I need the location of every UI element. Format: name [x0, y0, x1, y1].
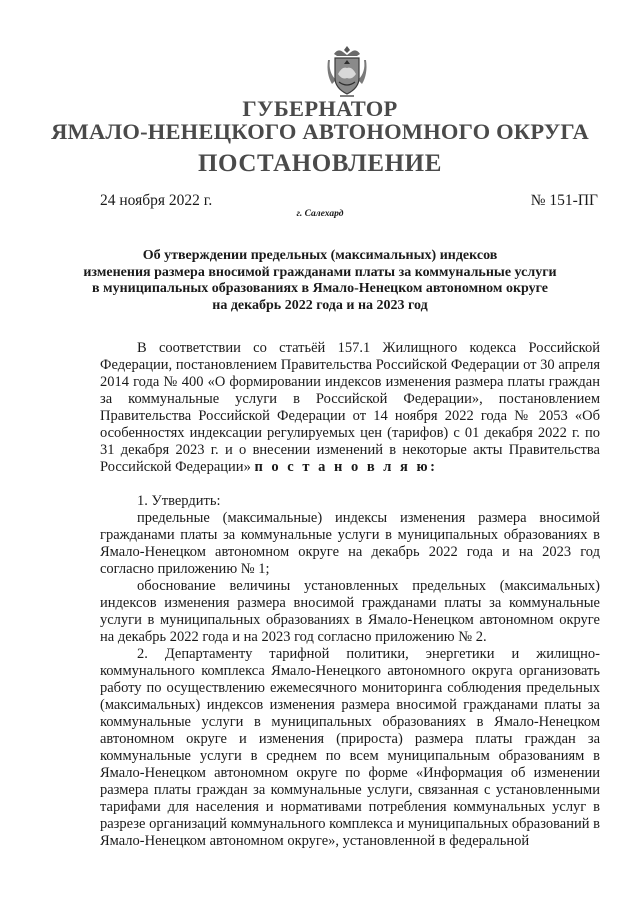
item-1b-paragraph: обоснование величины установленных предельных (максимальных) индексов изменения размера вносимой гражданами платы за коммунальные услуги в муниципальных образованиях в Ямало-Ненецком автономном округе на декабрь 2022 года и на 2023 год согласно приложению № 2.	[100, 578, 600, 645]
region-heading: ЯМАЛО-НЕНЕЦКОГО АВТОНОМНОГО ОКРУГА	[51, 119, 589, 144]
title-line: Об утверждении предельных (максимальных) индексов	[142, 248, 498, 263]
item-1-heading: 1. Утвердить:	[137, 493, 221, 509]
title-line: в муниципальных образованиях в Ямало-Ненецком автономном округе	[91, 281, 549, 296]
preamble-paragraph	[100, 340, 600, 476]
document-city: г. Салехард	[296, 209, 344, 219]
document-date: 24 ноября 2022 г.	[100, 192, 213, 209]
coat-of-arms-emblem	[326, 44, 368, 98]
document-title	[80, 248, 560, 314]
title-line: на декабрь 2022 года и на 2023 год	[212, 297, 428, 313]
resolve-word: п о с т а н о в л я ю:	[254, 459, 438, 475]
preamble-text: В соответствии со статьёй 157.1 Жилищного кодекса Российской Федерации, постановлением Правительства Российской Федерации от 30 апреля 2014 года № 400 «О формировании индексов изменения размера платы граждан за коммунальные услуги в Российской Федерации», постановлением Правительства Российской Федерации от 14 ноября 2022 года № 2053 «Об особенностях индексации регулируемых цен (тарифов) с 01 декабря 2022 г. по 31 декабря 2023 г. и о внесении изменений в некоторые акты Правительства Российской Федерации»	[100, 340, 600, 475]
item-2-paragraph: 2. Департаменту тарифной политики, энергетики и жилищно-коммунального комплекса Ямало-Ненецкого автономного округа организовать работу по осуществлению ежемесячного мониторинга соблюдения предельных (максимальных) индексов изменения размера вносимой гражданами платы за коммунальные услуги в муниципальных образованиях в Ямало-Ненецком автономном округе и изменения (прироста) размера платы граждан за коммунальные услуги в среднем по всем муниципальным образованиям в Ямало-Ненецком автономном округе по форме «Информация об изменении размера платы граждан за коммунальные услуги, связанная с установленными тарифами для населения и нормативами потребления коммунальных услуг в разрезе организаций коммунального комплекса и муниципальных образований в Ямало-Ненецком автономном округе», установленной в федеральной	[100, 646, 600, 849]
governor-heading: ГУБЕРНАТОР	[242, 96, 398, 121]
document-number: № 151-ПГ	[530, 192, 598, 209]
document-type-heading: ПОСТАНОВЛЕНИЕ	[197, 150, 443, 177]
document-body	[100, 340, 600, 850]
title-line: изменения размера вносимой гражданами платы за коммунальные услуги	[83, 264, 557, 280]
item-1a-paragraph: предельные (максимальные) индексы изменения размера вносимой гражданами платы за коммунальные услуги в муниципальных образованиях в Ямало-Ненецком автономном округе на декабрь 2022 года и на 2023 год согласно приложению № 1;	[100, 510, 600, 577]
